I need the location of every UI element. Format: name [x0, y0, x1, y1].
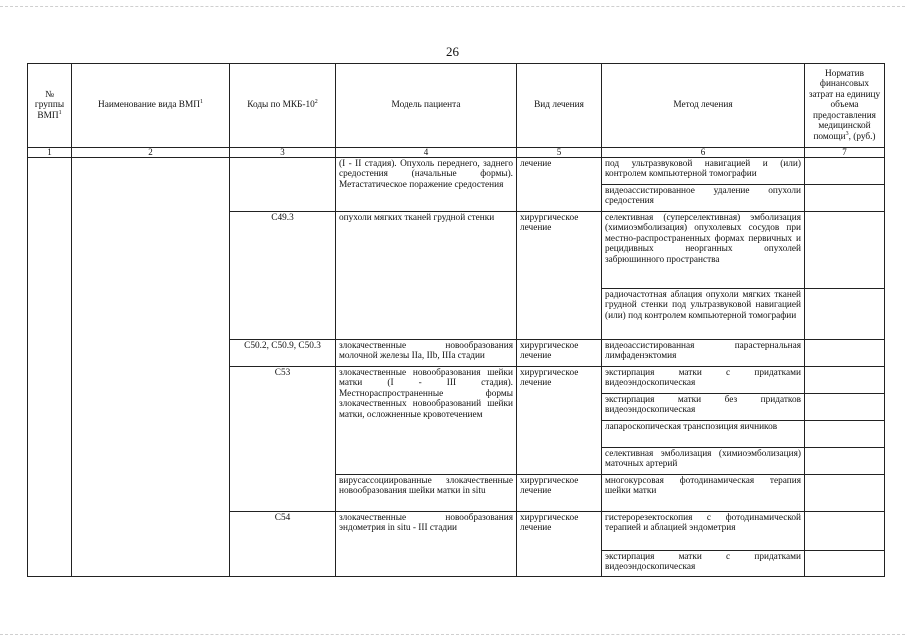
treatment-method-cell: видеоассистированная парастернальная лимфаденэктомия — [602, 340, 805, 367]
cost-cell — [805, 475, 885, 512]
column-number: 1 — [28, 148, 72, 158]
column-number: 7 — [805, 148, 885, 158]
header-icd-codes: Коды по МКБ-$10^2$ — [230, 64, 336, 148]
vmp-table — [27, 63, 885, 577]
cost-cell — [805, 212, 885, 289]
treatment-type-cell: хирургическое лечение — [517, 367, 602, 475]
cost-cell — [805, 512, 885, 551]
scan-edge-top — [0, 6, 905, 7]
column-number: 6 — [602, 148, 805, 158]
treatment-type-cell: хирургическое лечение — [517, 475, 602, 512]
treatment-method-cell: гистерорезектоскопия с фотодинамической терапией и аблацией эндометрия — [602, 512, 805, 551]
treatment-type-cell: хирургическое лечение — [517, 512, 602, 577]
column-number: 5 — [517, 148, 602, 158]
column-number-row — [28, 148, 885, 158]
patient-model-cell: опухоли мягких тканей грудной стенки — [336, 212, 517, 340]
header-vmp-name: Наименование вида ВМП$^1$ — [72, 64, 230, 148]
vmp-name-cell — [72, 158, 230, 577]
header-row — [28, 64, 885, 148]
patient-model-cell: злокачественные новообразования эндометрия in situ - III стадии — [336, 512, 517, 577]
cost-cell — [805, 367, 885, 394]
header-treatment-method: Метод лечения — [602, 64, 805, 148]
treatment-method-cell: селективная эмболизация (химиоэмболизация) маточных артерий — [602, 448, 805, 475]
header-treatment-type: Вид лечения — [517, 64, 602, 148]
group-number-cell — [28, 158, 72, 577]
treatment-type-cell: хирургическое лечение — [517, 340, 602, 367]
icd-code-cell: С54 — [230, 512, 336, 577]
scan-edge-bottom — [0, 634, 905, 635]
icd-code-cell — [230, 158, 336, 212]
cost-cell — [805, 340, 885, 367]
header-group-number: № группы ВМП$^1$ — [28, 64, 72, 148]
treatment-method-cell: селективная (суперселективная) эмболизация (химиоэмболизация) опухолевых сосудов при местно-распространенных формах первичных и рецидивных неорганных опухолей забрюшинного пространства — [602, 212, 805, 289]
column-number: 4 — [336, 148, 517, 158]
cost-cell — [805, 421, 885, 448]
column-number: 2 — [72, 148, 230, 158]
cost-cell — [805, 551, 885, 577]
icd-code-cell: С49.3 — [230, 212, 336, 340]
treatment-method-cell: видеоассистированное удаление опухоли средостения — [602, 185, 805, 212]
header-cost-standard: Норматив финансовых затрат на единицу объема предоставления медицинской помощи$^3$, (руб.) — [805, 64, 885, 148]
treatment-type-cell: лечение — [517, 158, 602, 212]
icd-code-cell: С50.2, С50.9, С50.3 — [230, 340, 336, 367]
patient-model-cell: злокачественные новообразования шейки матки (I - III стадия). Местнораспространенные формы злокачественных новообразований шейки матки, осложненные кровотечением — [336, 367, 517, 475]
table-row — [28, 158, 885, 185]
treatment-method-cell: под ультразвуковой навигацией и (или) контролем компьютерной томографии — [602, 158, 805, 185]
treatment-method-cell: радиочастотная аблация опухоли мягких тканей грудной стенки под ультразвуковой навигацией (или) под контролем компьютерной томографии — [602, 289, 805, 340]
treatment-method-cell: экстирпация матки с придатками видеоэндоскопическая — [602, 551, 805, 577]
treatment-method-cell: экстирпация матки без придатков видеоэндоскопическая — [602, 394, 805, 421]
patient-model-cell: (I - II стадия). Опухоль переднего, заднего средостения (начальные формы). Метастатическое поражение средостения — [336, 158, 517, 212]
header-patient-model: Модель пациента — [336, 64, 517, 148]
cost-cell — [805, 448, 885, 475]
cost-cell — [805, 158, 885, 185]
page-number: 26 — [446, 44, 459, 59]
cost-cell — [805, 394, 885, 421]
treatment-type-cell: хирургическое лечение — [517, 212, 602, 340]
treatment-method-cell: многокурсовая фотодинамическая терапия шейки матки — [602, 475, 805, 512]
treatment-method-cell: лапароскопическая транспозиция яичников — [602, 421, 805, 448]
column-number: 3 — [230, 148, 336, 158]
icd-code-cell: С53 — [230, 367, 336, 512]
treatment-method-cell: экстирпация матки с придатками видеоэндоскопическая — [602, 367, 805, 394]
cost-cell — [805, 185, 885, 212]
patient-model-cell: злокачественные новообразования молочной железы IIa, IIb, IIIa стадии — [336, 340, 517, 367]
cost-cell — [805, 289, 885, 340]
patient-model-cell: вирусассоциированные злокачественные новообразования шейки матки in situ — [336, 475, 517, 512]
